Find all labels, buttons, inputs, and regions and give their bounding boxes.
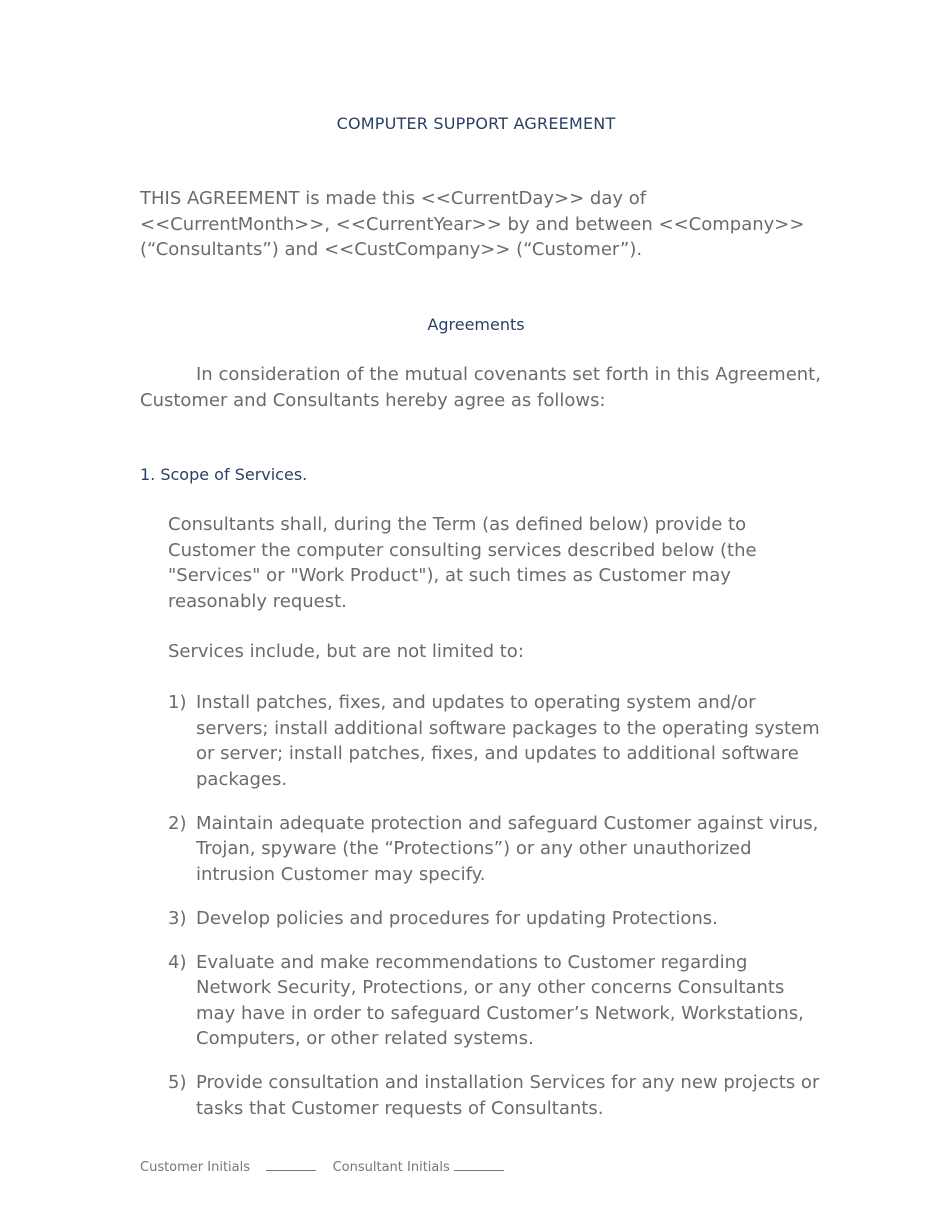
list-item-number: 3) <box>168 907 187 929</box>
services-list <box>168 690 828 1140</box>
list-item-number: 1) <box>168 692 187 713</box>
list-item <box>168 690 828 792</box>
list-item <box>168 811 828 888</box>
document-title: COMPUTER SUPPORT AGREEMENT <box>336 114 616 133</box>
section-heading-scope: 1. Scope of Services. <box>140 465 308 484</box>
consultant-initials-label: Consultant Initials <box>332 1160 450 1175</box>
list-item-text: Provide consultation and installation Services for any new projects or tasks that Customer requests of Consultants. <box>196 1072 820 1119</box>
list-item-number: 5) <box>168 1072 187 1093</box>
list-item-number: 4) <box>168 951 187 973</box>
agreements-heading: Agreements <box>427 315 525 334</box>
list-item-text: Maintain adequate protection and safeguard Customer against virus, Trojan, spyware (the “Protections”) or any other unauthorized intrusion Customer may specify. <box>196 812 819 885</box>
customer-initials-line[interactable] <box>266 1158 316 1171</box>
list-item <box>168 950 828 1052</box>
customer-initials-label: Customer Initials <box>140 1160 251 1175</box>
list-item-text: Evaluate and make recommendations to Customer regarding Network Security, Protections, or any other concerns Consultants may have in order to safeguard Customer’s Network, Workstations, Computers, or other related systems. <box>196 951 804 1049</box>
list-item-text: Develop policies and procedures for updating Protections. <box>196 907 718 929</box>
list-item <box>168 906 828 932</box>
initials-footer <box>140 1158 504 1175</box>
list-item <box>168 1070 828 1121</box>
list-item-text: Install patches, fixes, and updates to operating system and/or servers; install additional software packages to the operating system or server; install patches, fixes, and updates to additional software packages. <box>196 692 820 790</box>
consultant-initials-line[interactable] <box>454 1158 504 1171</box>
scope-paragraph: Consultants shall, during the Term (as defined below) provide to Customer the computer consulting services described below (the "Services" or "Work Product"), at such times as Customer may reasonably request. <box>168 514 757 612</box>
intro-paragraph: THIS AGREEMENT is made this <<CurrentDay>> day of <<CurrentMonth>>, <<CurrentYear>> by and between <<Company>> (“Consultants”) and <<CustCompany>> (“Customer”). <box>140 188 805 260</box>
list-item-number: 2) <box>168 812 187 834</box>
consideration-paragraph: In consideration of the mutual covenants set forth in this Agreement, Customer and Consultants hereby agree as follows: <box>140 364 821 411</box>
services-include-paragraph: Services include, but are not limited to: <box>168 641 524 662</box>
